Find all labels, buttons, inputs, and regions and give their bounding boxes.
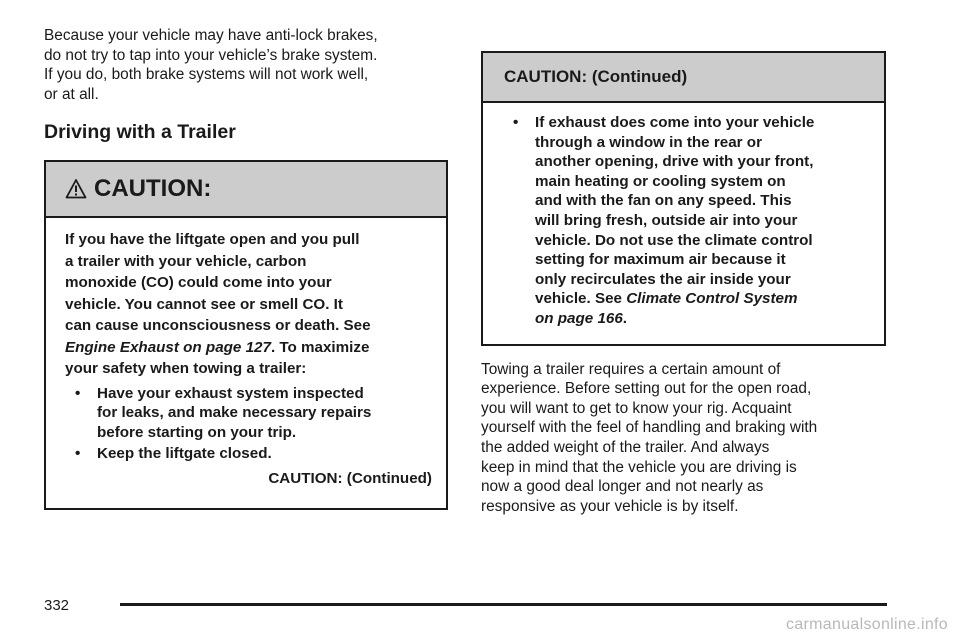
caution-line: vehicle. You cannot see or smell CO. It xyxy=(65,295,343,313)
bullet-line-prefix: vehicle. See xyxy=(535,290,627,308)
bullet-icon: • xyxy=(513,114,519,131)
towing-line: the added weight of the trailer. And always xyxy=(481,438,770,456)
caution-line xyxy=(65,337,432,359)
caution-line: If you have the liftgate open and you pull xyxy=(65,231,360,249)
bullet-line: before starting on your trip. xyxy=(97,424,297,442)
intro-line: do not try to tap into your vehicle’s brake system. xyxy=(44,46,378,64)
towing-line: now a good deal longer and not nearly as xyxy=(481,478,764,496)
towing-line: keep in mind that the vehicle you are driving is xyxy=(481,458,797,476)
bullet-line: another opening, drive with your front, xyxy=(535,153,814,171)
towing-paragraph xyxy=(481,360,886,517)
bullet-line xyxy=(535,309,870,329)
caution-title: CAUTION: xyxy=(94,175,212,203)
caution-line: a trailer with your vehicle, carbon xyxy=(65,252,307,270)
bullet-line: Have your exhaust system inspected xyxy=(97,384,364,402)
bullet-line: vehicle. Do not use the climate control xyxy=(535,231,813,249)
caution-box xyxy=(44,160,448,510)
caution-continued-title: CAUTION: (Continued) xyxy=(504,67,688,86)
caution-bullet-item xyxy=(75,444,432,464)
towing-line: experience. Before setting out for the open road, xyxy=(481,380,812,398)
caution-bullet-item xyxy=(75,384,432,443)
climate-control-page-reference[interactable]: on page 166 xyxy=(535,309,623,327)
caution-bullet-item xyxy=(513,113,870,329)
bullet-line: and with the fan on any speed. This xyxy=(535,192,792,210)
engine-exhaust-reference[interactable]: Engine Exhaust on page 127 xyxy=(65,338,271,356)
caution-line-tail: . To maximize xyxy=(270,338,370,356)
intro-line: If you do, both brake systems will not work well, xyxy=(44,66,369,84)
towing-line: responsive as your vehicle is by itself. xyxy=(481,497,739,515)
caution-header xyxy=(46,162,446,218)
bullet-line xyxy=(535,289,870,309)
bullet-line: Keep the liftgate closed. xyxy=(97,444,272,462)
caution-continued-bullet-list xyxy=(513,113,870,329)
caution-continued-header xyxy=(483,53,884,103)
bullet-icon: • xyxy=(75,384,81,402)
watermark: carmanualsonline.info xyxy=(786,616,948,633)
caution-body xyxy=(46,218,446,489)
left-column xyxy=(44,26,448,510)
caution-line: your safety when towing a trailer: xyxy=(65,360,307,378)
caution-bullet-list xyxy=(65,384,432,463)
caution-line: can cause unconsciousness or death. See xyxy=(65,317,371,335)
caution-continued-body xyxy=(483,103,884,344)
caution-line: monoxide (CO) could come into your xyxy=(65,274,332,292)
climate-control-reference[interactable]: Climate Control System xyxy=(626,290,798,308)
warning-triangle-icon xyxy=(65,178,87,200)
towing-line: you will want to get to know your rig. Acquaint xyxy=(481,399,792,417)
intro-line: Because your vehicle may have anti-lock brakes, xyxy=(44,27,378,44)
bullet-line: If exhaust does come into your vehicle xyxy=(535,114,815,131)
bullet-line: setting for maximum air because it xyxy=(535,251,786,269)
page-number: 332 xyxy=(44,597,70,614)
bullet-line: only recirculates the air inside your xyxy=(535,270,791,288)
section-heading: Driving with a Trailer xyxy=(44,121,236,144)
bullet-line: will bring fresh, outside air into your xyxy=(535,211,798,229)
bullet-line-tail: . xyxy=(622,309,628,327)
bullet-line: for leaks, and make necessary repairs xyxy=(97,404,372,422)
towing-line: Towing a trailer requires a certain amount of xyxy=(481,360,781,378)
intro-line: or at all. xyxy=(44,85,99,103)
bullet-line: through a window in the rear or xyxy=(535,133,762,151)
intro-paragraph xyxy=(44,26,448,104)
bullet-line: main heating or cooling system on xyxy=(535,172,786,190)
footer-divider xyxy=(120,603,887,606)
right-column xyxy=(481,51,886,516)
towing-line: yourself with the feel of handling and braking with xyxy=(481,419,818,437)
bullet-icon: • xyxy=(75,444,81,462)
caution-continued-label: CAUTION: (Continued) xyxy=(268,470,432,488)
caution-continued-box xyxy=(481,51,886,346)
